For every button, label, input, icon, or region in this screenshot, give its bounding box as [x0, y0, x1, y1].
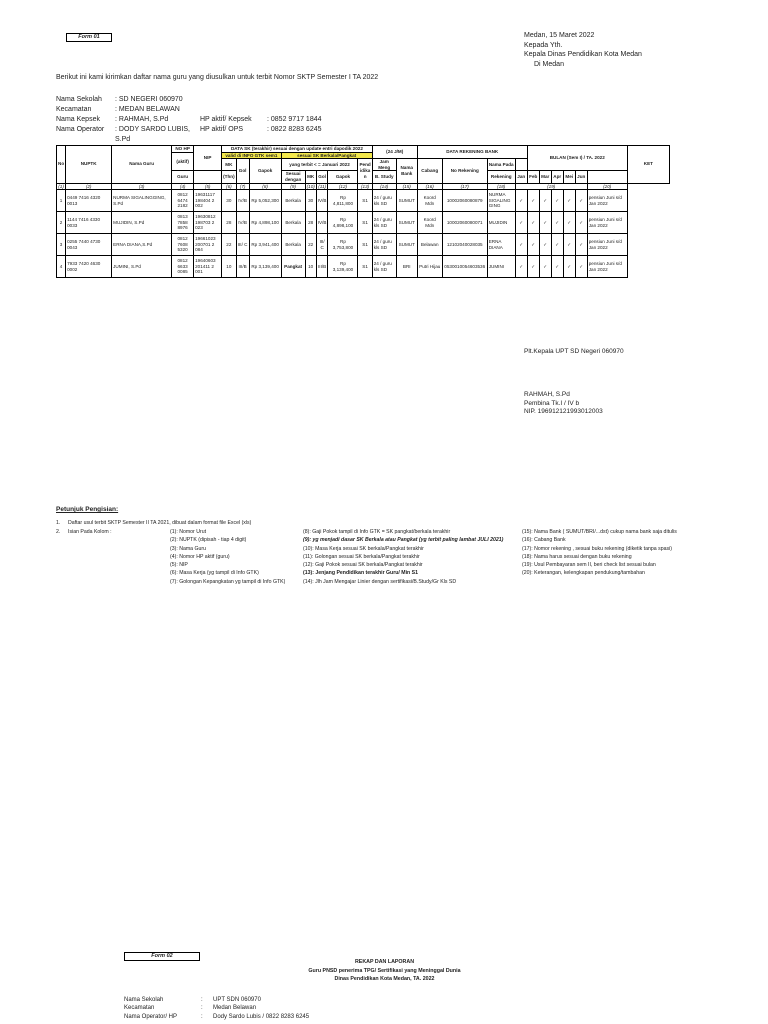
info-hp-value: [267, 95, 347, 105]
info-label: Kecamatan: [56, 106, 92, 113]
cell-gol: IV/B: [236, 190, 249, 212]
info-hp-label: [200, 105, 267, 115]
header-24jm: (24 J/M): [372, 146, 417, 159]
instruction-item: (11): Golongan sesuai SK berkala/Pangkat terakhir: [303, 553, 420, 560]
header-nama-pada: Nama Pada: [487, 159, 515, 171]
instruction-item: (1): Nomor Urut: [170, 529, 207, 535]
info2-value: Medan Belawan: [213, 1005, 257, 1012]
instr-col-a: [170, 528, 285, 586]
school-info-row: [56, 115, 347, 125]
instr-2-no: 2.: [56, 529, 61, 535]
instr-col-b: [303, 528, 503, 586]
info-value: : DODY SARDO LUBIS, S.Pd: [115, 126, 190, 143]
column-number: (15): [396, 183, 417, 190]
header-bulan: BULAN (Sem I) / TA. 2022: [527, 146, 627, 171]
column-number: (2): [66, 183, 112, 190]
cell-no: 4: [57, 256, 66, 278]
cell-bank: BRI: [396, 256, 417, 278]
instruction-item: (7): Golongan Kepangkatan yg tampil di Info GTK): [170, 578, 286, 585]
check-icon: ✓: [527, 212, 539, 234]
info-hp-value: [267, 105, 347, 115]
instruction-item: (5): NIP: [170, 562, 188, 569]
check-icon: ✓: [551, 234, 563, 256]
column-number: (5): [194, 183, 222, 190]
info2-label: Kecamatan: [124, 1005, 155, 1012]
cell-cabang: Koord Mdn: [417, 212, 442, 234]
info-hp-label: HP aktif/ Kepsek: [200, 116, 252, 123]
check-icon: ✓: [539, 190, 551, 212]
info-hp-value: : 0822 8283 6245: [267, 126, 322, 133]
cell-nama-pada: MUJIDIN: [487, 212, 515, 234]
cell-mk2: 22: [305, 234, 316, 256]
column-number: (11): [318, 183, 327, 189]
cell-hp: 0813 7858 8976: [172, 212, 194, 234]
cell-norek: 10002060080879: [442, 190, 487, 212]
column-number: (8): [249, 183, 281, 190]
cell-cabang: Belawan: [417, 234, 442, 256]
header-nama-bank: Nama Bank: [396, 159, 417, 183]
cell-mk: 10: [222, 256, 236, 278]
check-icon: ✓: [539, 212, 551, 234]
instruction-item: (20): Keterangan, kelengkapan pendukung/tambahan: [522, 570, 645, 577]
instruction-item: (15): Nama Bank ( SUMUT/BRI/...dst) cukup nama bank saja ditulis: [522, 529, 677, 535]
cell-mk2: 10: [305, 256, 316, 278]
rekap-line-1: REKAP DAN LAPORAN: [354, 959, 415, 965]
instruction-item: (17): Nomor rekening , sesuai buku rekening (diketik tanpa spasi): [522, 545, 672, 552]
cell-gapok2: Rp 4,811,800: [328, 190, 358, 212]
header-guru: Guru: [172, 171, 194, 183]
header-nip: NIP: [194, 146, 222, 171]
cell-cabang: Koord Mdn: [417, 190, 442, 212]
cell-nama: MUJIDIN, S.Pd: [112, 212, 172, 234]
form-01-label: Form 01: [66, 33, 112, 42]
header-nip-blank: [194, 171, 222, 183]
check-icon: ✓: [515, 256, 527, 278]
header-cabang: Cabang: [417, 159, 442, 183]
info-value: : SD NEGERI 060970: [115, 96, 183, 103]
cell-no: 2: [57, 212, 66, 234]
rekap-line-3: Dinas Pendidikan Kota Medan, TA. 2022: [334, 976, 435, 982]
cell-nuptk: 0255 7440 4730 0043: [66, 234, 112, 256]
cell-gapok: Rp 5,052,300: [249, 190, 281, 212]
cell-nip: 19640603 201411 2 001: [194, 256, 222, 278]
cell-gol2: IV/B: [316, 212, 328, 234]
instruction-item: (16): Cabang Bank: [522, 537, 566, 544]
cell-gol: III/B: [236, 256, 249, 278]
header-sesuai-dengan: Sesuai dengan: [281, 171, 305, 183]
info-hp-label: HP aktif/ OPS: [200, 126, 244, 133]
header-gapok: Gapok: [249, 159, 281, 183]
info-hp-value: : 0852 9717 1844: [267, 116, 322, 123]
header-b-study: B. Study: [372, 171, 396, 183]
cell-gol2: III/B: [316, 256, 328, 278]
instruction-item: (6): Masa Kerja (yg tampil di Info GTK): [170, 570, 259, 577]
letter-intro: Berikut ini kami kirimkan daftar nama guru yang diusulkan untuk terbit Nomor SKTP Semester I TA 2022: [56, 74, 379, 81]
instruction-item: (10): Masa Kerja sesuai SK berkala/Pangkat terakhir: [303, 545, 424, 552]
recipient-line-1: Kepada Yth.: [524, 41, 563, 49]
cell-nama: NURMA SIGALINGGING, S.Pd: [112, 190, 172, 212]
school-info-2-row: [124, 1004, 353, 1012]
info2-value: Dody Sardo Lubis / 0822 8283 6245: [213, 1013, 310, 1020]
check-icon: ✓: [539, 256, 551, 278]
instr-2: Isian Pada Kolom :: [68, 529, 112, 535]
check-icon: ✓: [551, 212, 563, 234]
cell-gol: III/ C: [236, 234, 249, 256]
header-thn: (Thn): [222, 171, 236, 183]
cell-norek: 12102040028035: [442, 234, 487, 256]
table-row: [57, 234, 670, 256]
column-number: (14): [372, 183, 396, 190]
check-icon: ✓: [575, 212, 587, 234]
header-month-feb: Feb: [527, 171, 539, 183]
table-row: [57, 190, 670, 212]
cell-mk2: 28: [305, 212, 316, 234]
header-month-mei: Mei: [563, 171, 575, 183]
cell-norek: 10002060080071: [442, 212, 487, 234]
cell-gapok: Rp 3,941,400: [249, 234, 281, 256]
check-icon: ✓: [539, 234, 551, 256]
table-row: [57, 256, 670, 278]
instruction-item: (8): Gaji Pokok tampil di Info GTK = SK pangkat/berkala terakhir: [303, 529, 451, 535]
cell-pend: S1: [358, 234, 372, 256]
check-icon: ✓: [527, 190, 539, 212]
cell-jam: 24 / guru kls SD: [372, 234, 396, 256]
column-number: (12): [328, 183, 358, 190]
teacher-table: [56, 145, 670, 278]
cell-nip: 19630812 198703 2 023: [194, 212, 222, 234]
header-aktif: (aktif): [172, 152, 194, 171]
info-label: Nama Sekolah: [56, 96, 102, 103]
cell-nama-pada: ERNA DIANA: [487, 234, 515, 256]
recipient-line-3: Di Medan: [534, 60, 564, 68]
cell-hp: 0812 7608 5320: [172, 234, 194, 256]
cell-nip: 19631117 198404 2 002: [194, 190, 222, 212]
header-no-rekening: No Rekening: [442, 159, 487, 183]
instructions-title: Petunjuk Pengisian:: [56, 506, 119, 513]
instr-1-no: 1.: [56, 520, 61, 526]
cell-nama: JUMINI, S.Pd: [112, 256, 172, 278]
instruction-item: (14): Jlh Jam Mengajar Linier dengan sertifikasi/B.Study/Gr Kls SD: [303, 578, 457, 585]
cell-ket: pensiun Juni s/d Jan 2022: [587, 190, 627, 212]
cell-nuptk: 0449 7416 4320 0013: [66, 190, 112, 212]
header-valid-gtk: valid di INFO GTK sem1: [222, 152, 281, 159]
check-icon: ✓: [527, 234, 539, 256]
instruction-item: (4): Nomor HP aktif (guru): [170, 553, 230, 560]
column-number: (1): [58, 183, 64, 189]
cell-mk: 22: [222, 234, 236, 256]
column-number: (19): [515, 183, 587, 190]
cell-cabang: Putri Hijau: [417, 256, 442, 278]
instruction-item: (18): Nama harus sesuai dengan buku rekening: [522, 553, 632, 560]
cell-gapok2: Rp 4,898,100: [328, 212, 358, 234]
column-number: (3): [112, 183, 172, 190]
school-info-2: [124, 996, 353, 1021]
cell-nuptk: 1144 7416 4330 0033: [66, 212, 112, 234]
cell-ket: pensiun Juni s/d Jan 2022: [587, 234, 627, 256]
cell-sesuai: Berkala: [281, 212, 305, 234]
check-icon: ✓: [563, 212, 575, 234]
column-number: (6): [222, 183, 236, 190]
header-nuptk: NUPTK: [66, 146, 112, 184]
cell-sesuai: Pangkat: [281, 256, 305, 278]
signature-title: Plt.Kepala UPT SD Negeri 060970: [524, 348, 624, 355]
header-data-sk: DATA SK (terakhir) sesuai dengan update entri dapodik 2022: [222, 146, 373, 153]
check-icon: ✓: [575, 256, 587, 278]
rekap-line-2: Guru PNSD penerima TPG/ Sertifikasi yang Meninggal Dunia: [308, 967, 461, 974]
instructions: [56, 506, 716, 606]
cell-nuptk: 7933 7420 4630 0002: [66, 256, 112, 278]
signature-rank: Pembina Tk.I / IV b: [524, 399, 580, 407]
cell-gol2: III/ C: [316, 234, 328, 256]
header-mk: MK: [222, 159, 236, 171]
cell-no: 3: [57, 234, 66, 256]
instruction-item: (19): Usul Pembayaran sem II, beri check list sesuai bulan: [522, 562, 656, 569]
signature-block: [524, 391, 724, 417]
check-icon: ✓: [515, 234, 527, 256]
instruction-item: (13): Jenjang Pendidikan terakhir Guru/ Min S1: [303, 570, 419, 577]
cell-pend: S1: [358, 212, 372, 234]
check-icon: ✓: [563, 256, 575, 278]
school-info-row: [56, 125, 347, 145]
cell-jam: 24 / guru kls SD: [372, 256, 396, 278]
info-value: : MEDAN BELAWAN: [115, 106, 180, 113]
check-icon: ✓: [575, 190, 587, 212]
school-info: [56, 95, 347, 145]
cell-norek: 0530010054603536: [442, 256, 487, 278]
cell-mk: 28: [222, 212, 236, 234]
header-month-jan: Jan: [515, 171, 527, 183]
check-icon: ✓: [551, 190, 563, 212]
column-number: (17): [442, 183, 487, 190]
header-month-mar: Mar: [539, 171, 551, 183]
cell-no: 1: [57, 190, 66, 212]
cell-gapok: Rp 4,898,100: [249, 212, 281, 234]
cell-mk: 30: [222, 190, 236, 212]
check-icon: ✓: [515, 212, 527, 234]
header-gol2: Gol: [316, 171, 328, 183]
instruction-item: (2): NUPTK (dipisah - tiap 4 digit): [170, 537, 247, 544]
header-sesuai-sk: sesuai SK Berkala/Pangkat: [281, 152, 372, 159]
instruction-item: (12): Gaji Pokok sesuai SK berkala/Pangkat terakhir: [303, 562, 423, 569]
header-no: No: [57, 146, 66, 184]
cell-hp: 0812 6474 2182: [172, 190, 194, 212]
header-pend: Pend idika n: [358, 159, 372, 183]
column-number: (18): [487, 183, 515, 190]
cell-bank: SUMUT: [396, 234, 417, 256]
place-date: Medan, 15 Maret 2022: [524, 32, 595, 39]
header-jam-meng: Jam Meng: [372, 159, 396, 171]
info2-sep: :: [201, 997, 203, 1003]
column-number: (20): [587, 183, 627, 190]
info-hp-label: [200, 95, 267, 105]
check-icon: ✓: [551, 256, 563, 278]
cell-gapok: Rp 3,139,400: [249, 256, 281, 278]
check-icon: ✓: [515, 190, 527, 212]
header-gapok2: Gapok: [328, 171, 358, 183]
info-value: : RAHMAH, S.Pd: [115, 116, 169, 123]
letter-address-block: [524, 31, 724, 69]
check-icon: ✓: [563, 234, 575, 256]
cell-gapok2: Rp 3,753,800: [328, 234, 358, 256]
info-label: Nama Operator: [56, 126, 105, 133]
info2-label: Nama Operator/ HP: [124, 1013, 178, 1020]
signature-nip: NIP. 196912121993012003: [524, 408, 603, 415]
info-label: Nama Kepsek: [56, 116, 100, 123]
header-rekening-sub: Rekening: [487, 171, 515, 183]
column-number: (10): [306, 183, 315, 189]
instruction-item: (3): Nama Guru: [170, 545, 207, 552]
cell-mk2: 30: [305, 190, 316, 212]
header-mk2: MK: [305, 171, 316, 183]
info2-label: Nama Sekolah: [124, 997, 164, 1003]
header-nama-guru: Nama Guru: [112, 146, 172, 184]
check-icon: ✓: [575, 234, 587, 256]
cell-nama-pada: NURMA SIGALING GING: [487, 190, 515, 212]
cell-sesuai: Berkala: [281, 190, 305, 212]
rekap-title: [200, 958, 569, 984]
header-month-jun: Jun: [575, 171, 587, 183]
info2-sep: :: [201, 1013, 203, 1020]
cell-gapok2: Rp 3,139,400: [328, 256, 358, 278]
header-rekening: DATA REKENING BANK: [417, 146, 527, 159]
cell-bank: SUMUT: [396, 212, 417, 234]
cell-ket: pensiun Juni s/d Jan 2022: [587, 212, 627, 234]
form-02-label: Form 02: [124, 952, 200, 961]
cell-nama-pada: JUMINI: [487, 256, 515, 278]
check-icon: ✓: [563, 190, 575, 212]
cell-nip: 19661023 200701 2 084: [194, 234, 222, 256]
column-number: (4): [172, 183, 194, 190]
header-gol: Gol: [236, 159, 249, 183]
info2-value: UPT SDN 060970: [213, 997, 261, 1003]
column-number: (13): [358, 183, 372, 190]
cell-hp: 0812 6633 0085: [172, 256, 194, 278]
instr-1: Daftar usul terbit SKTP Semester II TA 2021, dibuat dalam format file Excel (xls): [68, 520, 252, 526]
cell-ket: pensiun Juni s/d Jan 2022: [587, 256, 627, 278]
header-nohp: NO HP: [172, 146, 194, 153]
check-icon: ✓: [527, 256, 539, 278]
header-ket: KET: [627, 146, 669, 184]
school-info-2-row: [124, 996, 353, 1004]
signature-name: RAHMAH, S.Pd: [524, 391, 570, 398]
header-month-apr: Apr: [551, 171, 563, 183]
cell-nama: ERNA DIANA,S.Pd: [112, 234, 172, 256]
column-number: (16): [417, 183, 442, 190]
cell-pend: S1: [358, 256, 372, 278]
cell-jam: 24 / guru kls SD: [372, 190, 396, 212]
info2-sep: :: [201, 1005, 203, 1012]
header-yang-terbit: yang terbit < = Januari 2022: [281, 159, 358, 171]
cell-pend: S1: [358, 190, 372, 212]
column-number: (9): [281, 183, 305, 190]
instr-col-c: [522, 528, 677, 578]
instruction-item: (9): yg menjadi dasar SK Berkala atau Pangkat (yg terbit paling lambat JULI 2021): [303, 537, 504, 544]
school-info-row: [56, 95, 347, 105]
cell-bank: SUMUT: [396, 190, 417, 212]
recipient-line-2: Kepala Dinas Pendidikan Kota Medan: [524, 51, 642, 58]
column-number: (7): [236, 183, 249, 190]
cell-gol2: IV/B: [316, 190, 328, 212]
table-row: [57, 212, 670, 234]
school-info-row: [56, 105, 347, 115]
cell-sesuai: Berkala: [281, 234, 305, 256]
cell-jam: 24 / guru kls SD: [372, 212, 396, 234]
cell-gol: IV/B: [236, 212, 249, 234]
school-info-2-row: [124, 1013, 353, 1021]
